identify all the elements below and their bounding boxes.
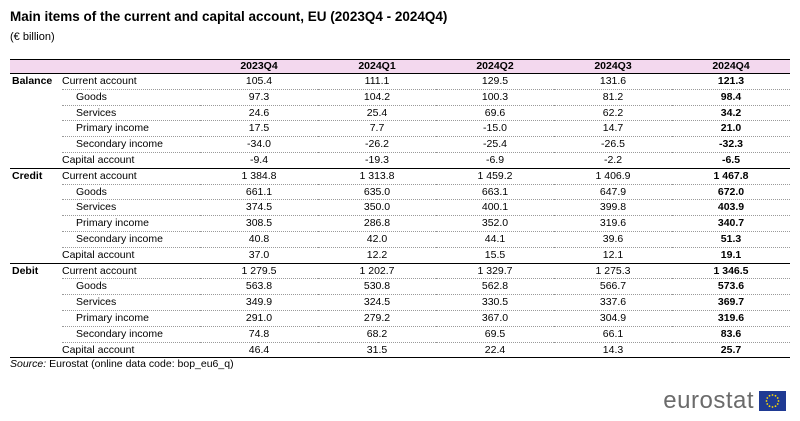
cell-value: 403.9	[672, 200, 790, 216]
cell-value: 562.8	[436, 279, 554, 295]
table-row	[10, 231, 790, 247]
cell-value: 573.6	[672, 279, 790, 295]
cell-value: 279.2	[318, 310, 436, 326]
source-text: Eurostat (online data code: bop_eu6_q)	[49, 358, 234, 370]
row-label: Secondary income	[62, 231, 200, 247]
cell-value: 1 459.2	[436, 168, 554, 184]
cell-value: 1 384.8	[200, 168, 318, 184]
group-label	[10, 184, 62, 200]
header-group	[10, 60, 62, 74]
cell-value: 350.0	[318, 200, 436, 216]
table-row	[10, 295, 790, 311]
row-label: Primary income	[62, 121, 200, 137]
table-row	[10, 74, 790, 90]
flag-star	[766, 403, 768, 405]
source-label: Source:	[10, 358, 47, 370]
cell-value: 46.4	[200, 342, 318, 358]
cell-value: 34.2	[672, 105, 790, 121]
cell-value: -25.4	[436, 137, 554, 153]
flag-background	[759, 391, 786, 411]
cell-value: 1 329.7	[436, 263, 554, 279]
accounts-table	[10, 59, 790, 358]
cell-value: 37.0	[200, 247, 318, 263]
cell-value: 530.8	[318, 279, 436, 295]
table-header-row	[10, 60, 790, 74]
flag-star	[777, 403, 779, 405]
row-label: Current account	[62, 263, 200, 279]
cell-value: 12.2	[318, 247, 436, 263]
cell-value: 1 279.5	[200, 263, 318, 279]
cell-value: 324.5	[318, 295, 436, 311]
table-row	[10, 216, 790, 232]
group-label	[10, 279, 62, 295]
group-label: Balance	[12, 75, 53, 88]
cell-value: 566.7	[554, 279, 672, 295]
cell-value: 340.7	[672, 216, 790, 232]
flag-star	[769, 395, 771, 397]
logo-text: eurostat	[663, 387, 754, 414]
row-label: Capital account	[62, 247, 200, 263]
cell-value: 74.8	[200, 326, 318, 342]
group-label	[10, 121, 62, 137]
cell-value: 111.1	[318, 74, 436, 90]
cell-value: 1 406.9	[554, 168, 672, 184]
cell-value: 31.5	[318, 342, 436, 358]
cell-value: 19.1	[672, 247, 790, 263]
header-col: 2024Q2	[436, 60, 554, 74]
row-label: Goods	[62, 184, 200, 200]
group-label	[10, 247, 62, 263]
cell-value: 105.4	[200, 74, 318, 90]
cell-value: 661.1	[200, 184, 318, 200]
group-label	[10, 105, 62, 121]
table-row	[10, 342, 790, 358]
cell-value: 1 313.8	[318, 168, 436, 184]
header-col: 2024Q3	[554, 60, 672, 74]
eurostat-logo	[663, 387, 786, 415]
group-label: Debit	[12, 264, 39, 277]
cell-value: 635.0	[318, 184, 436, 200]
cell-value: -19.3	[318, 152, 436, 168]
group-label	[10, 137, 62, 153]
cell-value: 291.0	[200, 310, 318, 326]
cell-value: -26.2	[318, 137, 436, 153]
header-item	[62, 60, 200, 74]
flag-star	[766, 400, 768, 402]
cell-value: 399.8	[554, 200, 672, 216]
cell-value: -34.0	[200, 137, 318, 153]
row-label: Current account	[62, 168, 200, 184]
cell-value: 352.0	[436, 216, 554, 232]
table-row	[10, 89, 790, 105]
table-row	[10, 152, 790, 168]
group-label	[10, 216, 62, 232]
cell-value: -26.5	[554, 137, 672, 153]
row-label: Goods	[62, 89, 200, 105]
row-label: Services	[62, 200, 200, 216]
cell-value: 304.9	[554, 310, 672, 326]
flag-star	[766, 397, 768, 399]
table-row	[10, 105, 790, 121]
cell-value: 349.9	[200, 295, 318, 311]
table-row	[10, 247, 790, 263]
cell-value: 330.5	[436, 295, 554, 311]
cell-value: 14.7	[554, 121, 672, 137]
cell-value: 69.6	[436, 105, 554, 121]
cell-value: 100.3	[436, 89, 554, 105]
table-row	[10, 263, 790, 279]
cell-value: 69.5	[436, 326, 554, 342]
cell-value: 21.0	[672, 121, 790, 137]
cell-value: 40.8	[200, 231, 318, 247]
cell-value: 129.5	[436, 74, 554, 90]
row-label: Services	[62, 105, 200, 121]
cell-value: 1 467.8	[672, 168, 790, 184]
cell-value: 44.1	[436, 231, 554, 247]
group-label	[10, 310, 62, 326]
row-label: Capital account	[62, 152, 200, 168]
cell-value: 17.5	[200, 121, 318, 137]
flag-star	[775, 405, 777, 407]
cell-value: -6.5	[672, 152, 790, 168]
table-row	[10, 168, 790, 184]
eu-flag-icon	[759, 391, 786, 411]
cell-value: 98.4	[672, 89, 790, 105]
source-note	[10, 358, 234, 370]
cell-value: 319.6	[672, 310, 790, 326]
cell-value: 39.6	[554, 231, 672, 247]
cell-value: 369.7	[672, 295, 790, 311]
table-row	[10, 310, 790, 326]
cell-value: 66.1	[554, 326, 672, 342]
row-label: Capital account	[62, 342, 200, 358]
cell-value: 51.3	[672, 231, 790, 247]
cell-value: -6.9	[436, 152, 554, 168]
cell-value: -9.4	[200, 152, 318, 168]
table-row	[10, 326, 790, 342]
cell-value: 104.2	[318, 89, 436, 105]
table-row	[10, 200, 790, 216]
row-label: Secondary income	[62, 326, 200, 342]
cell-value: 563.8	[200, 279, 318, 295]
row-label: Current account	[62, 74, 200, 90]
cell-value: 663.1	[436, 184, 554, 200]
flag-star	[772, 394, 774, 396]
flag-star	[769, 405, 771, 407]
cell-value: 83.6	[672, 326, 790, 342]
cell-value: 12.1	[554, 247, 672, 263]
header-col: 2024Q1	[318, 60, 436, 74]
cell-value: -32.3	[672, 137, 790, 153]
row-label: Services	[62, 295, 200, 311]
table-row	[10, 137, 790, 153]
cell-value: 24.6	[200, 105, 318, 121]
cell-value: 15.5	[436, 247, 554, 263]
cell-value: 81.2	[554, 89, 672, 105]
group-label	[10, 326, 62, 342]
cell-value: 374.5	[200, 200, 318, 216]
cell-value: 42.0	[318, 231, 436, 247]
table-row	[10, 279, 790, 295]
cell-value: 14.3	[554, 342, 672, 358]
cell-value: 672.0	[672, 184, 790, 200]
cell-value: 131.6	[554, 74, 672, 90]
row-label: Goods	[62, 279, 200, 295]
cell-value: 62.2	[554, 105, 672, 121]
cell-value: 337.6	[554, 295, 672, 311]
table-row	[10, 184, 790, 200]
row-label: Secondary income	[62, 137, 200, 153]
page-title: Main items of the current and capital account, EU (2023Q4 - 2024Q4)	[10, 9, 448, 24]
flag-star	[777, 397, 779, 399]
table-row	[10, 121, 790, 137]
cell-value: 1 202.7	[318, 263, 436, 279]
cell-value: 25.4	[318, 105, 436, 121]
row-label: Primary income	[62, 310, 200, 326]
cell-value: 308.5	[200, 216, 318, 232]
cell-value: 121.3	[672, 74, 790, 90]
group-label	[10, 231, 62, 247]
cell-value: 68.2	[318, 326, 436, 342]
cell-value: 97.3	[200, 89, 318, 105]
group-label	[10, 200, 62, 216]
cell-value: 647.9	[554, 184, 672, 200]
cell-value: -2.2	[554, 152, 672, 168]
flag-star	[775, 395, 777, 397]
cell-value: 286.8	[318, 216, 436, 232]
group-label	[10, 89, 62, 105]
flag-star	[772, 406, 774, 408]
cell-value: 22.4	[436, 342, 554, 358]
cell-value: 25.7	[672, 342, 790, 358]
unit-subtitle: (€ billion)	[10, 31, 55, 43]
group-label	[10, 152, 62, 168]
group-label	[10, 342, 62, 358]
cell-value: 7.7	[318, 121, 436, 137]
header-col: 2024Q4	[672, 60, 790, 74]
cell-value: 367.0	[436, 310, 554, 326]
cell-value: 319.6	[554, 216, 672, 232]
cell-value: -15.0	[436, 121, 554, 137]
group-label: Credit	[12, 170, 43, 183]
cell-value: 1 275.3	[554, 263, 672, 279]
group-label	[10, 295, 62, 311]
flag-star	[778, 400, 780, 402]
cell-value: 1 346.5	[672, 263, 790, 279]
row-label: Primary income	[62, 216, 200, 232]
cell-value: 400.1	[436, 200, 554, 216]
header-col: 2023Q4	[200, 60, 318, 74]
